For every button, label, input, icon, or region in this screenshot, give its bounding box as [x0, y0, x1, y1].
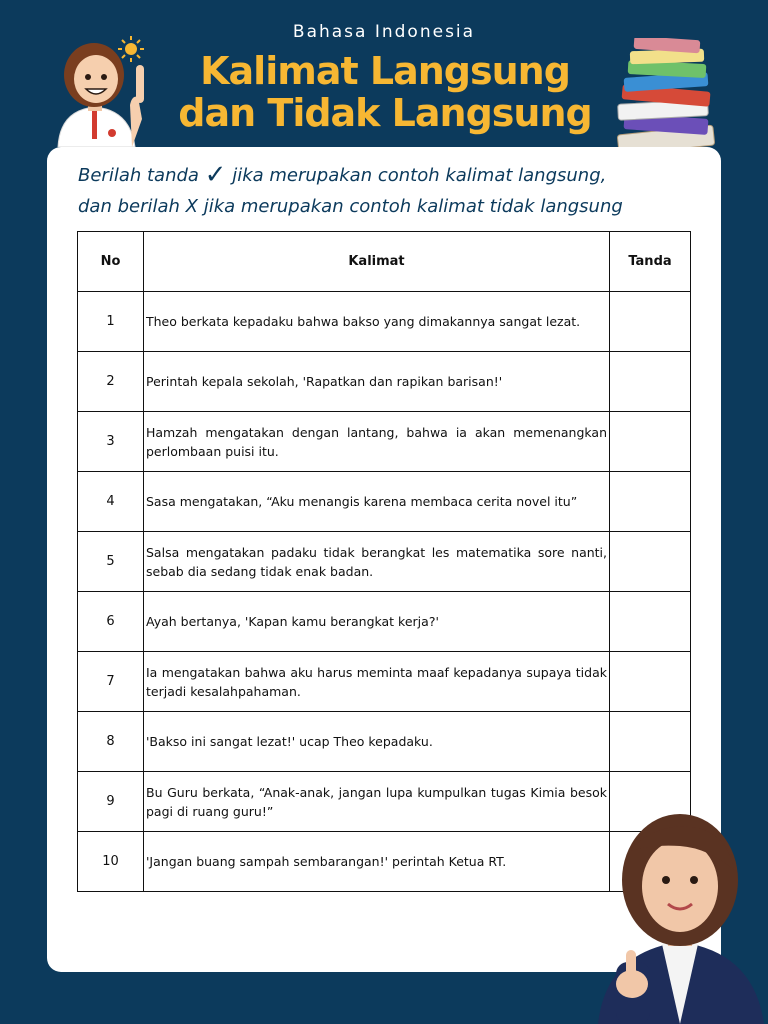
- instruction-line-1: [78, 160, 698, 191]
- row-number: 3: [78, 412, 144, 472]
- row-sentence: 'Bakso ini sangat lezat!' ucap Theo kepadaku.: [144, 712, 610, 772]
- table-row: [78, 412, 691, 472]
- instruction-line-1-start: Berilah tanda: [78, 165, 199, 186]
- mark-cell[interactable]: [610, 712, 691, 772]
- title-line-1: Kalimat Langsung: [200, 49, 570, 93]
- row-number: 10: [78, 832, 144, 892]
- table-row: [78, 712, 691, 772]
- row-number: 5: [78, 532, 144, 592]
- row-sentence: Sasa mengatakan, “Aku menangis karena membaca cerita novel itu”: [144, 472, 610, 532]
- row-sentence: Ayah bertanya, 'Kapan kamu berangkat kerja?': [144, 592, 610, 652]
- mark-cell[interactable]: [610, 532, 691, 592]
- mark-cell[interactable]: [610, 592, 691, 652]
- light-bulb-icon: [118, 36, 144, 62]
- book-stack-illustration: [612, 38, 722, 156]
- table-row: [78, 352, 691, 412]
- row-sentence: Salsa mengatakan padaku tidak berangkat les matematika sore nanti, sebab dia sedang tidak enak badan.: [144, 532, 610, 592]
- table-row: [78, 292, 691, 352]
- row-sentence: Perintah kepala sekolah, 'Rapatkan dan rapikan barisan!': [144, 352, 610, 412]
- row-number: 1: [78, 292, 144, 352]
- instruction-text: [78, 160, 698, 222]
- instruction-line-1-end: jika merupakan contoh kalimat langsung,: [232, 165, 607, 186]
- row-sentence: Theo berkata kepadaku bahwa bakso yang dimakannya sangat lezat.: [144, 292, 610, 352]
- teacher-illustration: [588, 812, 768, 1024]
- header-kalimat: Kalimat: [144, 232, 610, 292]
- table-row: [78, 652, 691, 712]
- mark-cell[interactable]: [610, 652, 691, 712]
- table-row: [78, 472, 691, 532]
- row-sentence: 'Jangan buang sampah sembarangan!' perintah Ketua RT.: [144, 832, 610, 892]
- row-number: 7: [78, 652, 144, 712]
- subject-label: Bahasa Indonesia: [292, 22, 476, 42]
- mark-cell[interactable]: [610, 472, 691, 532]
- mark-cell[interactable]: [610, 352, 691, 412]
- check-mark-icon: ✓: [204, 160, 227, 190]
- row-sentence: Bu Guru berkata, “Anak-anak, jangan lupa kumpulkan tugas Kimia besok pagi di ruang guru!”: [144, 772, 610, 832]
- row-number: 4: [78, 472, 144, 532]
- worksheet-table: [77, 231, 691, 892]
- title-line-2: dan Tidak Langsung: [178, 91, 592, 135]
- row-sentence: Ia mengatakan bahwa aku harus meminta maaf kepadanya supaya tidak terjadi kesalahpahaman.: [144, 652, 610, 712]
- row-sentence: Hamzah mengatakan dengan lantang, bahwa ia akan memenangkan perlombaan puisi itu.: [144, 412, 610, 472]
- page-title: [150, 50, 620, 134]
- row-number: 9: [78, 772, 144, 832]
- row-number: 8: [78, 712, 144, 772]
- header-no: No: [78, 232, 144, 292]
- row-number: 2: [78, 352, 144, 412]
- mark-cell[interactable]: [610, 292, 691, 352]
- instruction-line-2: dan berilah X jika merupakan contoh kalimat tidak langsung: [78, 196, 623, 217]
- table-row: [78, 592, 691, 652]
- mark-cell[interactable]: [610, 412, 691, 472]
- table-row: [78, 532, 691, 592]
- row-number: 6: [78, 592, 144, 652]
- table-header-row: [78, 232, 691, 292]
- header-tanda: Tanda: [610, 232, 691, 292]
